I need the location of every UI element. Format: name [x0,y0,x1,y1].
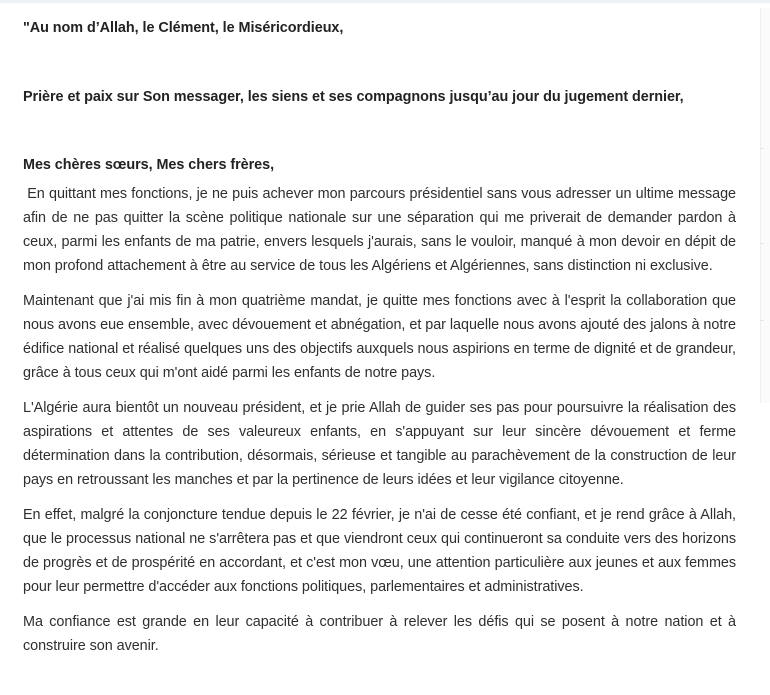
paragraph: En effet, malgré la conjoncture tendue depuis le 22 février, je n'ai de cesse été confiant, et je rend grâce à Allah, que le processus national ne s'arrêtera pas et que viendront ceux qui continueront sa conduite vers des horizons de progrès et de prospérité en accordant, et c'est mon vœu, une attention particulière aux jeunes et aux femmes pour leur permettre d'accéder aux fonctions politiques, parlementaires et administratives. [23,507,736,595]
paragraph: L'Algérie aura bientôt un nouveau président, et je prie Allah de guider ses pas pour poursuivre la réalisation des aspirations et attentes de ses valeureux enfants, en s'appuyant sur leur sincère dévouement et ferme détermination dans la contribution, désormais, sérieuse et tangible au parachèvement de la construction de leur pays en retroussant les manches et par la pertinence de leurs idées et leur vigilance citoyenne. [23,400,736,488]
paragraph: Ma confiance est grande en leur capacité à contribuer à relever les défis qui se posent à notre nation et à construire son avenir. [23,614,736,654]
greeting-line: Mes chères sœurs, Mes chers frères, [23,157,275,173]
prayer-line: Prière et paix sur Son messager, les siens et ses compagnons jusqu’au jour du jugement dernier, [23,89,684,105]
top-divider [0,0,770,3]
invocation-line: "Au nom d’Allah, le Clément, le Miséricordieux, [23,20,344,36]
sidebar-edge [760,8,770,403]
sidebar-divider [760,243,764,244]
paragraph: Maintenant que j'ai mis fin à mon quatrième mandat, je quitte mes fonctions avec à l'esprit la collaboration que nous avons eue ensemble, avec dévouement et abnégation, et par laquelle nous avons ajouté des jalons à notre édifice national et réalisé quelques uns des objectifs auxquels nous aspirions en terme de dignité et de grandeur, grâce à tous ceux qui m'ont aidé parmi les enfants de notre pays. [23,293,736,381]
paragraph: En quittant mes fonctions, je ne puis achever mon parcours présidentiel sans vous adresser un ultime message afin de ne pas quitter la scène politique nationale sur une séparation qui me priverait de demander pardon à ceux, parmi les enfants de ma patrie, envers lesquels j'aurais, sans le vouloir, manqué à mon devoir en dépit de mon profond attachement à être au service de tous les Algériens et Algériennes, sans distinction ni exclusive. [23,186,740,274]
article-body [23,16,740,669]
sidebar-divider [760,320,764,321]
sidebar-divider [760,148,764,149]
